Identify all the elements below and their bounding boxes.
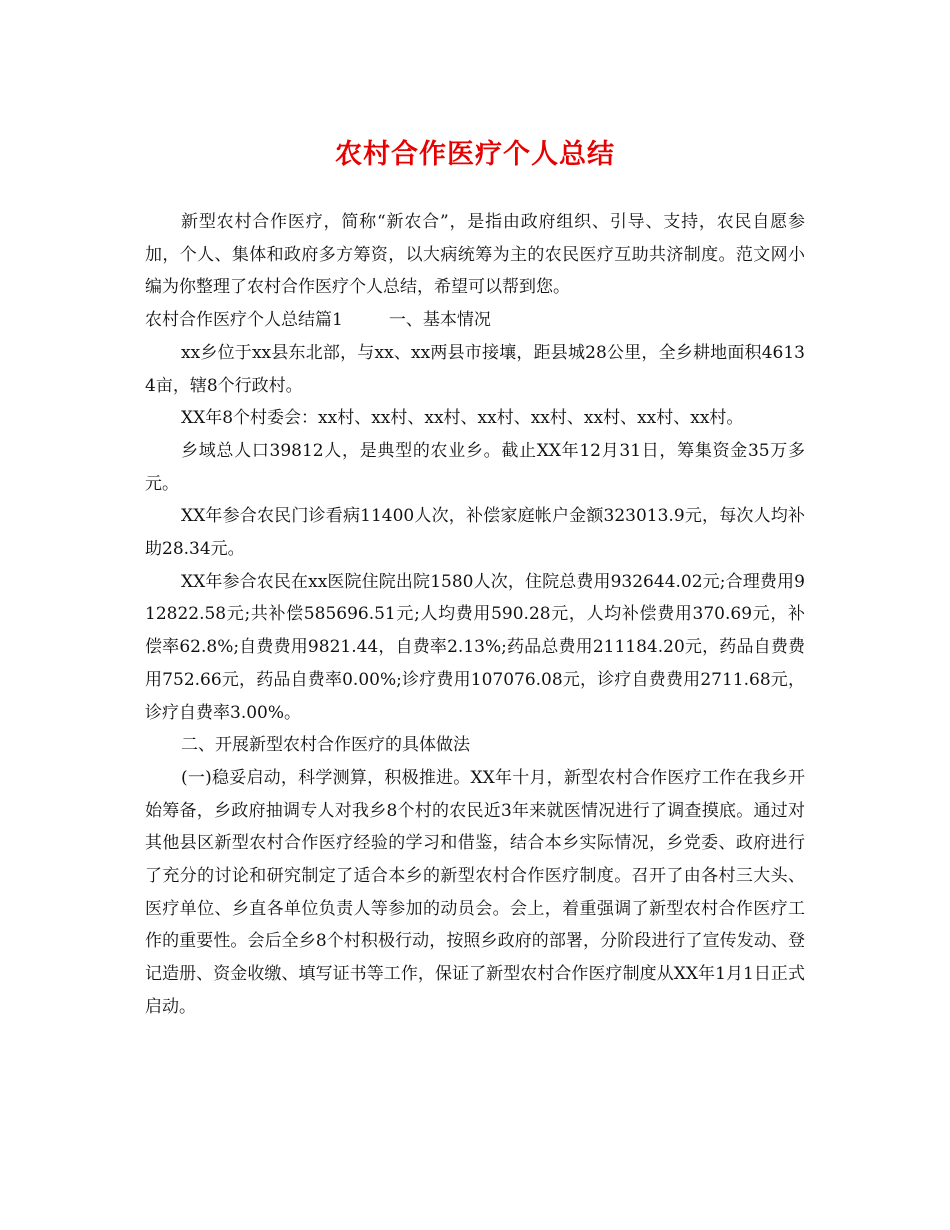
paragraph-location: xx乡位于xx县东北部，与xx、xx两县市接壤，距县城28公里，全乡耕地面积46134亩，辖8个行政村。: [145, 342, 805, 396]
paragraph-population: 乡域总人口39812人，是典型的农业乡。截止XX年12月31日，筹集资金35万多元。: [145, 440, 805, 494]
paragraph-outpatient: XX年参合农民门诊看病11400人次，补偿家庭帐户金额323013.9元，每次人均补助28.34元。: [145, 506, 805, 560]
paragraph-launch: (一)稳妥启动，科学测算，积极推进。XX年十月，新型农村合作医疗工作在我乡开始筹备，乡政府抽调专人对我乡8个村的农民近3年来就医情况进行了调查摸底。通过对其他县区新型农村合作医疗经验的学习和借鉴，结合本乡实际情况，乡党委、政府进行了充分的讨论和研究制定了适合本乡的新型农村合作医疗制度。召开了由各村三大头、医疗单位、乡直各单位负责人等参加的动员会。会上，着重强调了新型农村合作医疗工作的重要性。会后全乡8个村积极行动，按照乡政府的部署，分阶段进行了宣传发动、登记造册、资金收缴、填写证书等工作，保证了新型农村合作医疗制度从XX年1月1日正式启动。: [145, 767, 805, 1017]
intro-paragraph: 新型农村合作医疗，简称“新农合”，是指由政府组织、引导、支持，农民自愿参加，个人、集体和政府多方筹资，以大病统筹为主的农民医疗互助共济制度。范文网小编为你整理了农村合作医疗个人总结，希望可以帮到您。: [145, 212, 805, 298]
section-label: 农村合作医疗个人总结篇1: [145, 310, 343, 331]
section-heading-line: [145, 304, 805, 337]
document-title: 农村合作医疗个人总结: [335, 139, 615, 170]
section-heading-practices: 二、开展新型农村合作医疗的具体做法: [181, 735, 470, 756]
paragraph-inpatient: XX年参合农民在xx医院住院出院1580人次，住院总费用932644.02元;合理费用912822.58元;共补偿585696.51元;人均费用590.28元，人均补偿费用370.69元，补偿率62.8%;自费费用9821.44，自费率2.13%;药品总费用211184.20元，药品自费费用752.66元，药品自费率0.00%;诊疗费用107076.08元，诊疗自费费用2711.68元，诊疗自费率3.00%。: [145, 571, 805, 723]
paragraph-village-committees: XX年8个村委会：xx村、xx村、xx村、xx村、xx村、xx村、xx村、xx村。: [181, 408, 744, 429]
section-heading-basic-info: 一、基本情况: [388, 310, 491, 331]
document-body: [145, 206, 805, 1024]
